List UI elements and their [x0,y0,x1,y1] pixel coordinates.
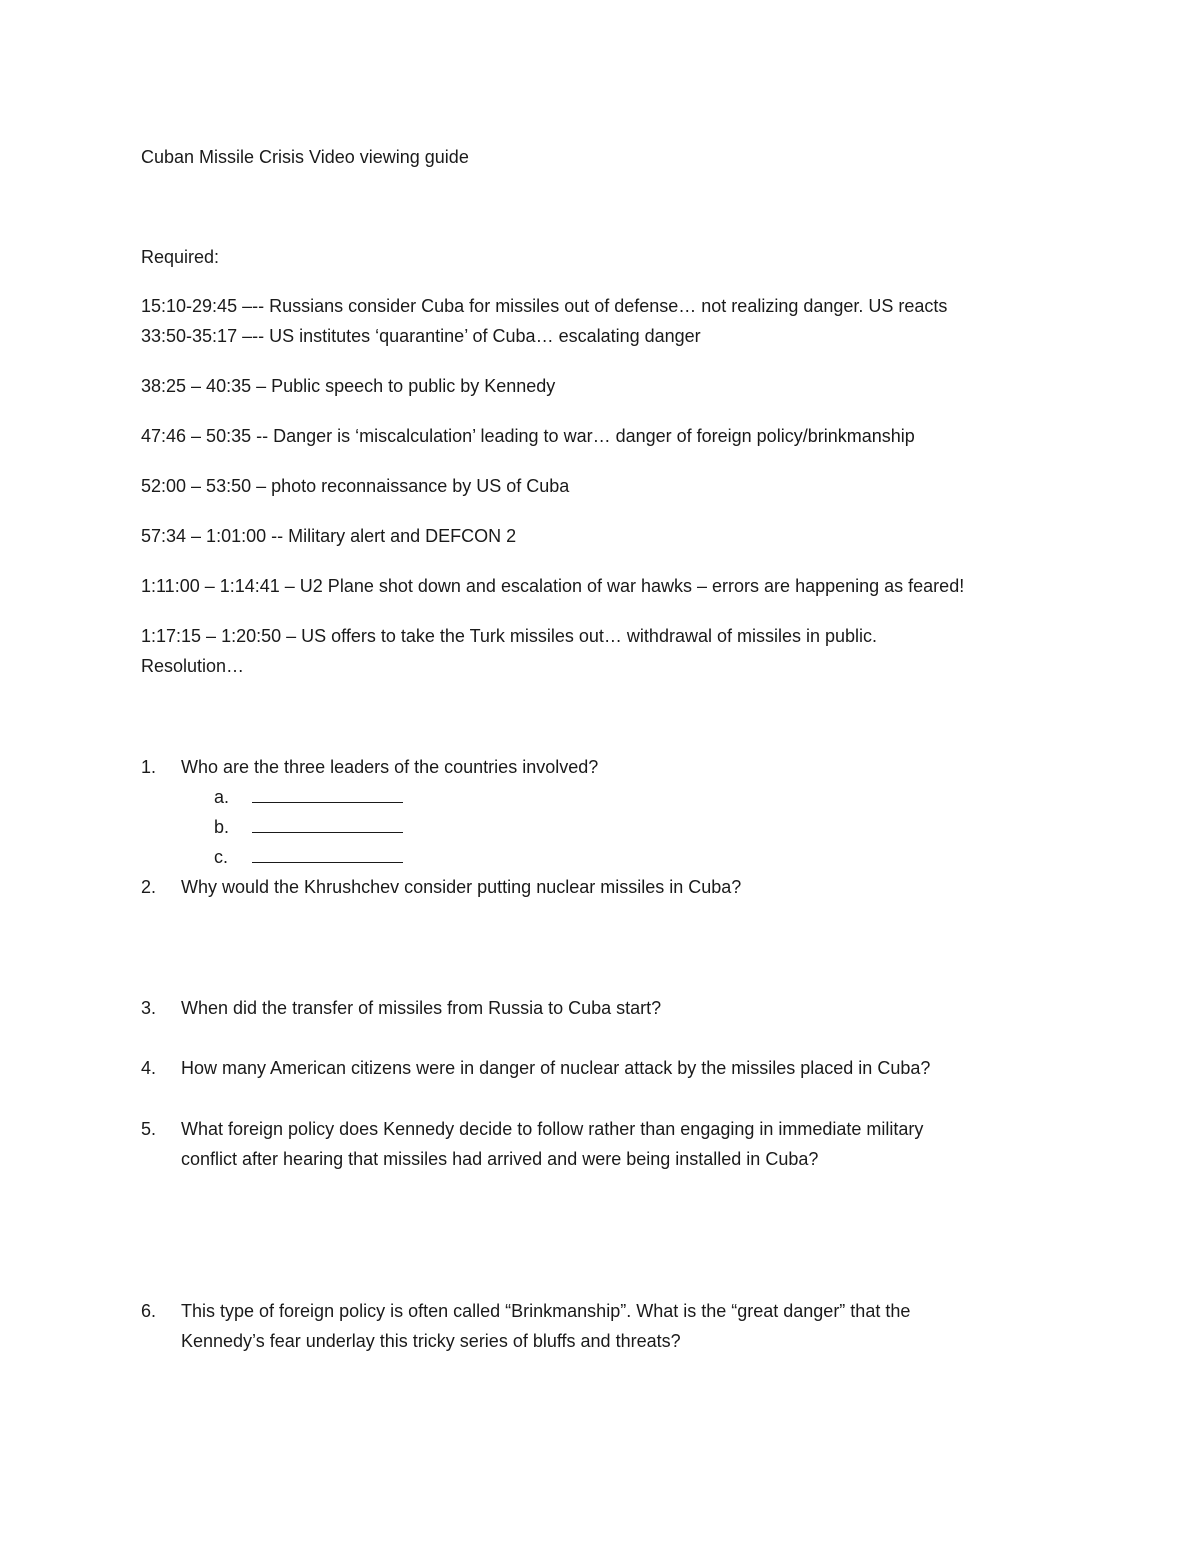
question-number: 2. [141,877,157,897]
question-number: 5. [141,1119,157,1139]
segment-item: 33:50-35:17 –-- US institutes ‘quarantine’ of Cuba… escalating danger [141,326,701,346]
question-text: What foreign policy does Kennedy decide to follow rather than engaging in immediate military [181,1119,924,1139]
answer-blank[interactable] [252,832,403,833]
segment-item: 1:11:00 – 1:14:41 – U2 Plane shot down and escalation of war hawks – errors are happening as feared! [141,576,965,596]
required-label: Required: [141,247,220,267]
answer-blank[interactable] [252,862,403,863]
question-number: 4. [141,1058,157,1078]
segment-item: 1:17:15 – 1:20:50 – US offers to take the Turk missiles out… withdrawal of missiles in public. [141,626,878,646]
segment-item: 57:34 – 1:01:00 -- Military alert and DEFCON 2 [141,526,517,546]
document-title: Cuban Missile Crisis Video viewing guide [141,147,469,167]
segment-item: 15:10-29:45 –-- Russians consider Cuba for missiles out of defense… not realizing danger. US reacts [141,296,948,316]
question-text: This type of foreign policy is often called “Brinkmanship”. What is the “great danger” that the [181,1301,911,1321]
answer-letter: b. [214,817,230,837]
question-text: How many American citizens were in danger of nuclear attack by the missiles placed in Cuba? [181,1058,931,1078]
answer-letter: c. [214,847,229,867]
question-number: 6. [141,1301,157,1321]
question-text: When did the transfer of missiles from Russia to Cuba start? [181,998,662,1018]
segment-item: 52:00 – 53:50 – photo reconnaissance by US of Cuba [141,476,570,496]
answer-letter: a. [214,787,230,807]
question-number: 3. [141,998,157,1018]
question-number: 1. [141,757,157,777]
segment-item: Resolution… [141,656,245,676]
question-text-continued: conflict after hearing that missiles had arrived and were being installed in Cuba? [181,1149,819,1169]
question-text: Why would the Khrushchev consider putting nuclear missiles in Cuba? [181,877,742,897]
answer-blank[interactable] [252,802,403,803]
question-text: Who are the three leaders of the countries involved? [181,757,599,777]
segment-item: 38:25 – 40:35 – Public speech to public by Kennedy [141,376,556,396]
question-text-continued: Kennedy’s fear underlay this tricky series of bluffs and threats? [181,1331,681,1351]
segment-item: 47:46 – 50:35 -- Danger is ‘miscalculation’ leading to war… danger of foreign policy/brinkmanship [141,426,915,446]
